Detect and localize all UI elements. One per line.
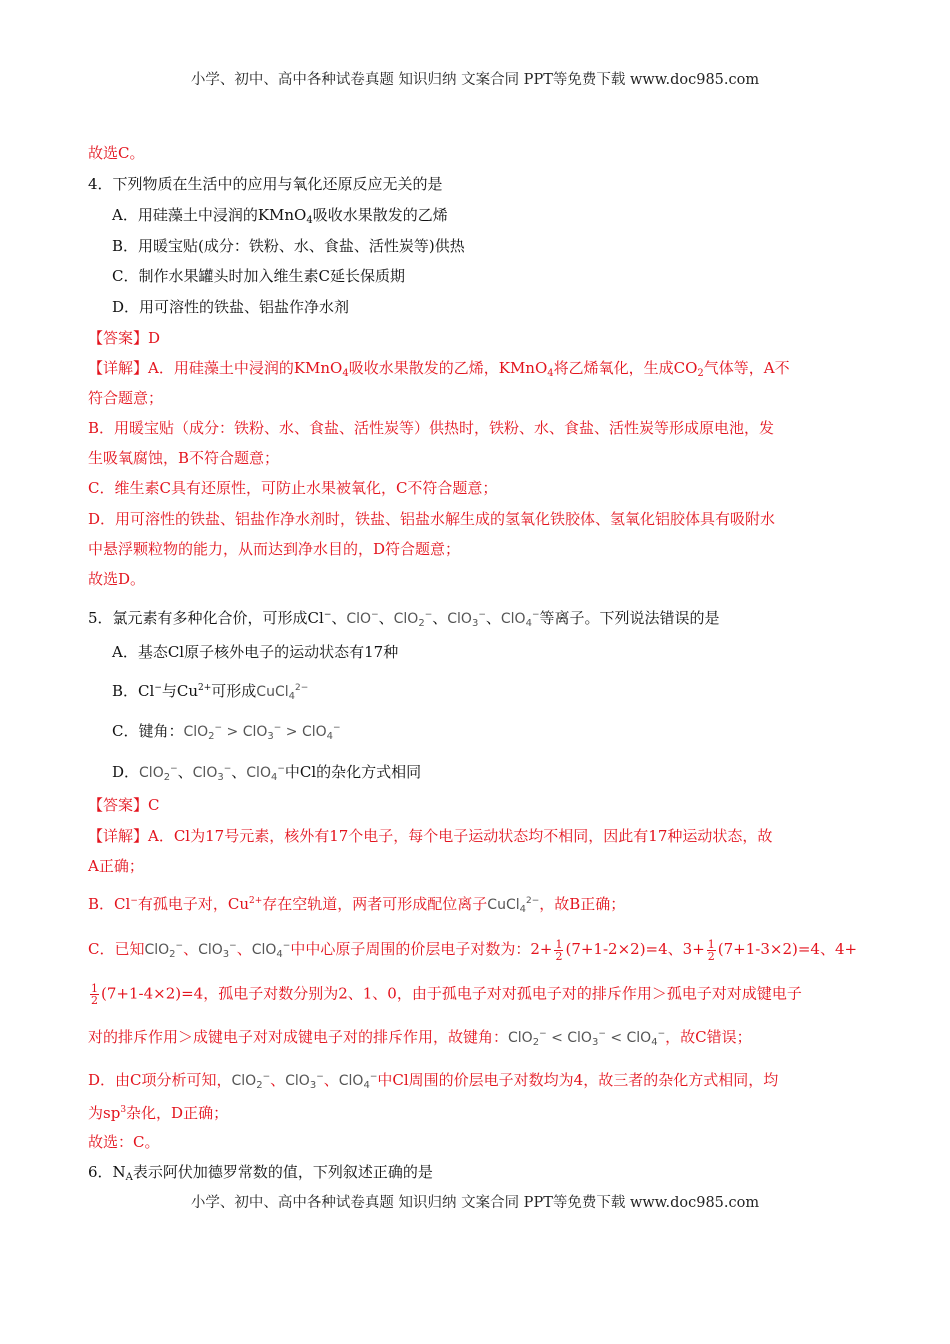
q4-option-b: B．用暖宝贴(成分：铁粉、水、食盐、活性炭等)供热 [112, 237, 465, 255]
q5-explain-a-cont: A正确； [88, 857, 144, 875]
q5-answer: 【答案】C [88, 796, 160, 814]
q4-explain-d: D．用可溶性的铁盐、铝盐作净水剂时，铁盐、铝盐水解生成的氢氧化铁胶体、氢氧化铝胶体具有吸附水 [88, 510, 776, 528]
q5-stem: 5．氯元素有多种化合价，可形成Cl−、ClO−、ClO$_2$−、ClO$_3$−、ClO$_4$−等离子。下列说法错误的是 [88, 609, 720, 629]
page-footer: 小学、初中、高中各种试卷真题 知识归纳 文案合同 PPT等免费下载 www.doc985.com [190, 1195, 760, 1211]
q5-explain-d-cont: 为$sp^3$杂化，D正确； [88, 1104, 229, 1122]
q4-explain-b-cont: 生吸氧腐蚀，B不符合题意； [88, 449, 280, 467]
q5-option-b: B．Cl−与$Cu^{2+}$可形成CuCl$_4^{2-}$ [112, 682, 309, 702]
q3-conclusion: 故选C。 [88, 144, 145, 162]
fraction-half: $\frac{1}{2}$ [707, 937, 715, 963]
q5-explain-d: D．由C项分析可知，ClO$_2$−、ClO$_3$−、ClO$_4$−中Cl周围的价层电子对数均为4，故三者的杂化方式相同，均 [88, 1071, 779, 1091]
q4-conclusion: 故选D。 [88, 570, 146, 588]
q5-explain-c-cont2: 对的排斥作用＞成键电子对对成键电子对的排斥作用，故键角：ClO$_2$− < ClO$_3$− < ClO$_4$−，故C错误； [88, 1028, 752, 1048]
q5-explain-a: 【详解】A．Cl为17号元素，核外有17个电子，每个电子运动状态均不相同，因此有17种运动状态，故 [88, 827, 773, 845]
fraction-half: $\frac{1}{2}$ [555, 937, 563, 963]
q4-answer: 【答案】D [88, 329, 161, 347]
q5-explain-c-cont: $\frac{1}{2}$ (7+1-4×2)=4，孤电子对数分别为2、1、0，由于孤电子对对孤电子对的排斥作用＞孤电子对对成键电子 [91, 982, 802, 1007]
q4-explain-c: C．维生素C具有还原性，可防止水果被氧化，C不符合题意； [88, 479, 498, 497]
q5-explain-b: B．Cl−有孤电子对，$Cu^{2+}$存在空轨道，两者可形成配位离子CuCl$_4^{2-}$，故B正确； [88, 895, 626, 915]
q5-option-d: D．ClO$_2$−、ClO$_3$−、ClO$_4$−中Cl的杂化方式相同 [112, 763, 422, 783]
q4-explain-a: 【详解】A．用硅藻土中浸润的KMnO$_4$吸收水果散发的乙烯，KMnO$_4$将乙烯氧化，生成$CO_2$气体等，A不 [88, 359, 790, 379]
fraction-half: $\frac{1}{2}$ [91, 982, 98, 1007]
q5-explain-c: C．已知ClO$_2$−、ClO$_3$−、ClO$_4$−中中心原子周围的价层电子对数为：2+ $\frac{1}{2}$ (7+1-2×2)=4、3+ $\frac{1}{2}$ (7+1-3×2)=4、4+ [88, 937, 858, 963]
q6-stem: 6．$N_A$表示阿伏加德罗常数的值，下列叙述正确的是 [88, 1163, 433, 1183]
q4-option-d: D．用可溶性的铁盐、铝盐作净水剂 [112, 298, 350, 316]
q5-option-c: C．键角：ClO$_2$− > ClO$_3$− > ClO$_4$− [112, 722, 341, 742]
q4-explain-d-cont: 中悬浮颗粒物的能力，从而达到净水目的，D符合题意； [88, 540, 461, 558]
q5-conclusion: 故选：C。 [88, 1133, 160, 1151]
q4-stem: 4．下列物质在生活中的应用与氧化还原反应无关的是 [88, 175, 443, 193]
q4-explain-b: B．用暖宝贴（成分：铁粉、水、食盐、活性炭等）供热时，铁粉、水、食盐、活性炭等形成原电池，发 [88, 419, 775, 437]
q4-explain-a-cont: 符合题意； [88, 389, 164, 407]
q4-option-a: A．用硅藻土中浸润的KMnO$_4$吸收水果散发的乙烯 [112, 206, 448, 226]
page-header: 小学、初中、高中各种试卷真题 知识归纳 文案合同 PPT等免费下载 www.doc985.com [190, 72, 760, 88]
q5-option-a: A．基态Cl原子核外电子的运动状态有17种 [112, 643, 399, 661]
q4-option-c: C．制作水果罐头时加入维生素C延长保质期 [112, 267, 405, 285]
